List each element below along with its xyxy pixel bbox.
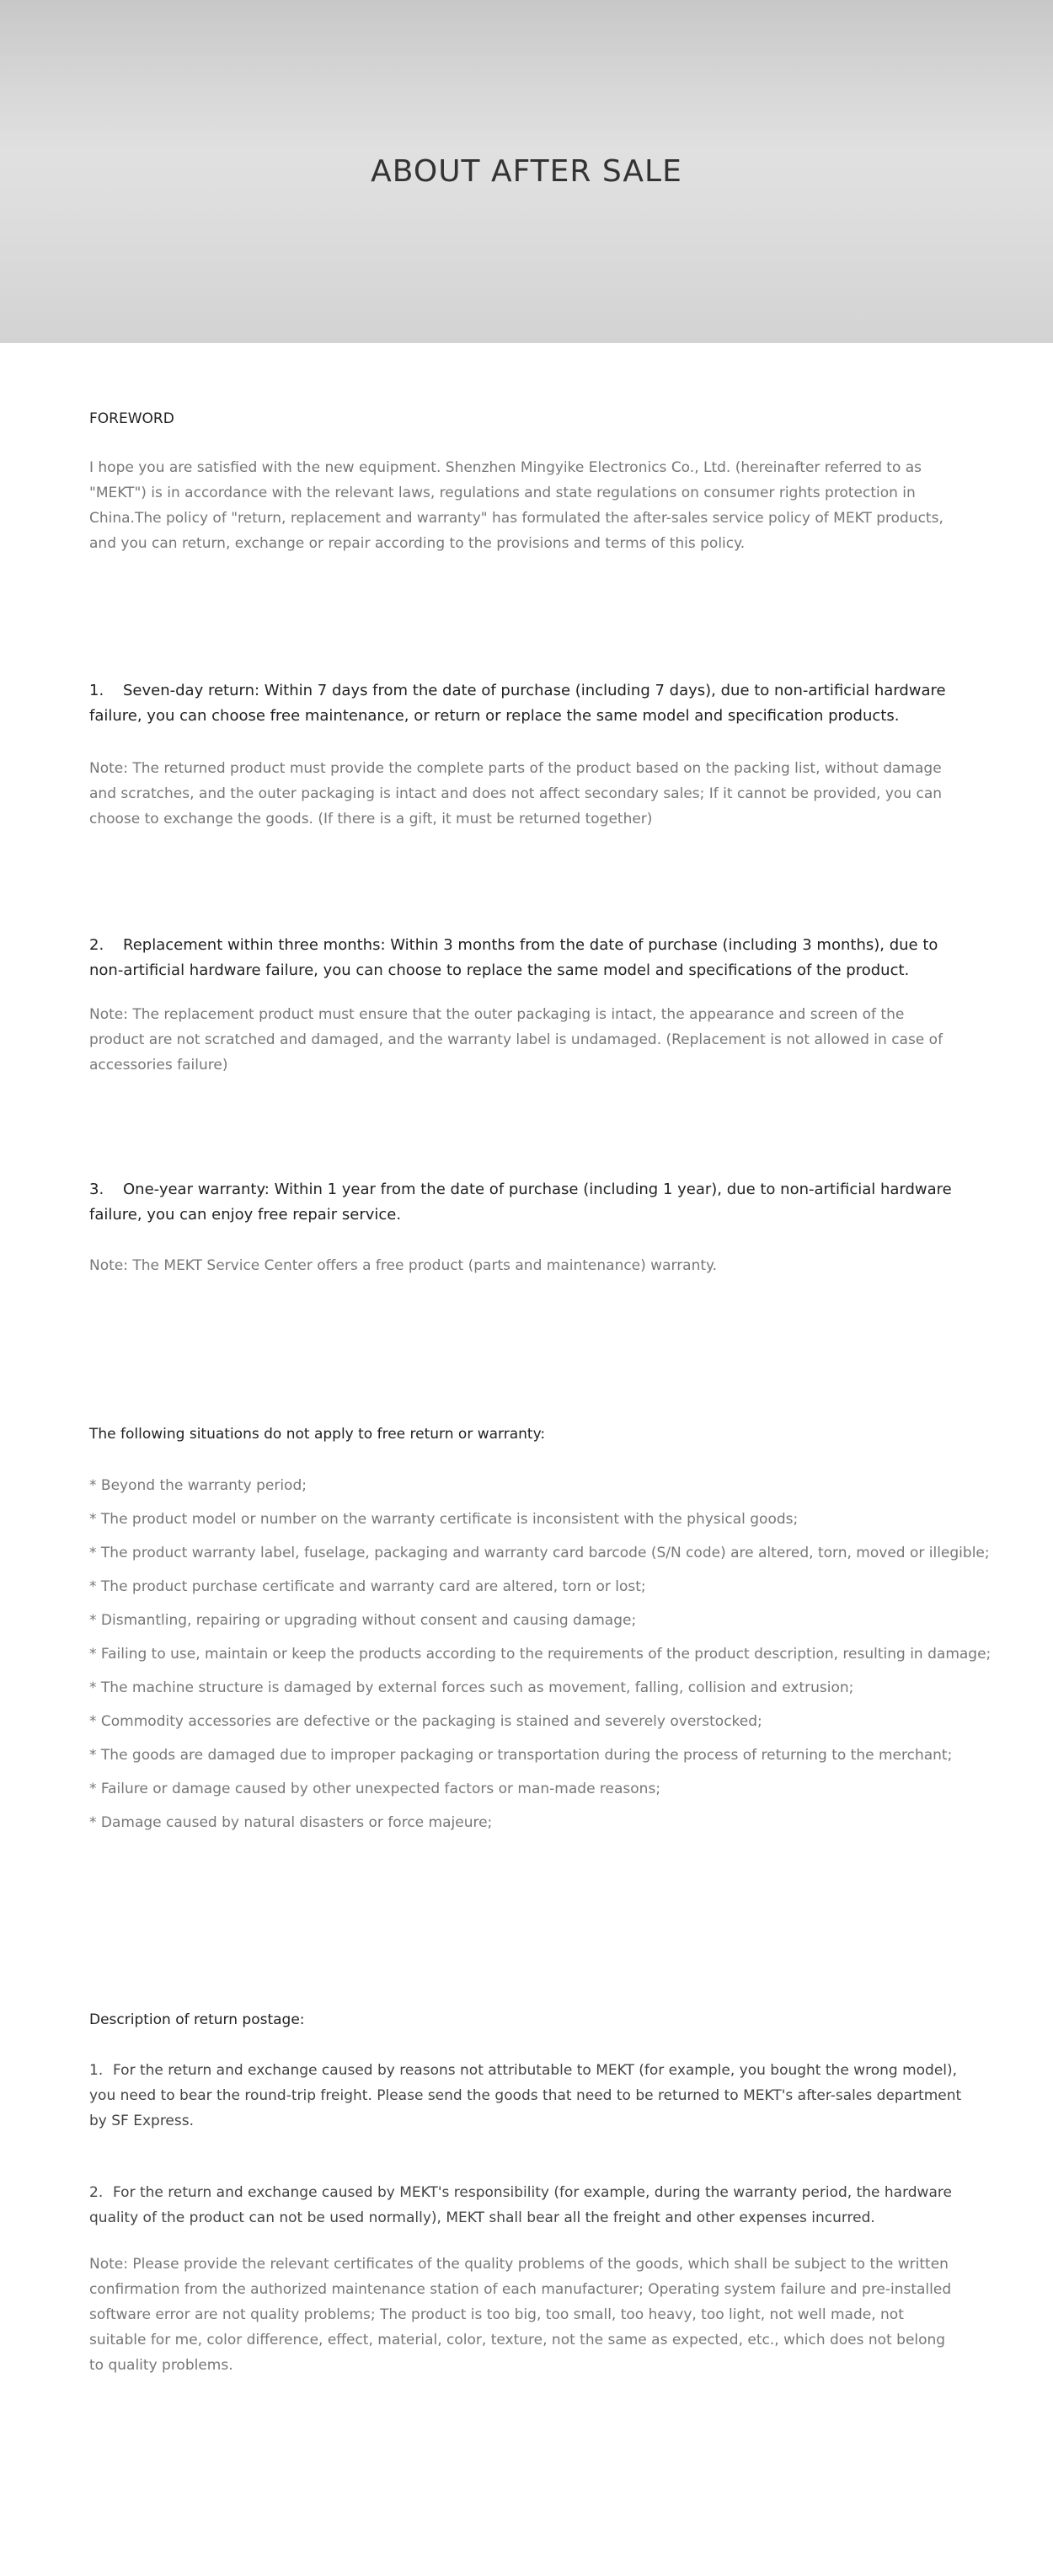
list-item: * The product warranty label, fuselage, packaging and warranty card barcode (S/N code) are altered, torn, moved or illegible;: [89, 1545, 990, 1561]
postage-item-2-body: For the return and exchange caused by MEKT's responsibility (for example, during the warranty period, the hardware quality of the product can not be used normally), MEKT shall bear all the freight and other expenses incurred.: [89, 2184, 952, 2226]
postage-item-1-text: [89, 2058, 962, 2134]
list-item: * Damage caused by natural disasters or force majeure;: [89, 1814, 493, 1831]
policy-2-title: [89, 933, 962, 983]
policy-1-title: [89, 678, 962, 729]
policy-2-note-block: [89, 1002, 962, 1078]
policy-3: [89, 1177, 962, 1228]
postage-item-1-body: For the return and exchange caused by reasons not attributable to MEKT (for example, you bought the wrong model), you need to bear the round-trip freight. Please send the goods that need to be returned to MEKT's after-sales department by SF Express.: [89, 2062, 962, 2129]
policy-1-title-text: Seven-day return: Within 7 days from the date of purchase (including 7 days), due to non-artificial hardware failure, you can choose free maintenance, or return or replace the same model and specification products.: [89, 682, 946, 725]
exclusions-heading: The following situations do not apply to free return or warranty:: [89, 1426, 546, 1443]
policy-2-number: 2.: [89, 936, 104, 954]
policy-1: [89, 678, 962, 729]
list-item: * The machine structure is damaged by external forces such as movement, falling, collision and extrusion;: [89, 1679, 854, 1696]
list-item: * Failure or damage caused by other unexpected factors or man-made reasons;: [89, 1781, 661, 1797]
list-item: * The product model or number on the warranty certificate is inconsistent with the physical goods;: [89, 1511, 799, 1528]
hero-banner: [0, 0, 1053, 343]
postage-section: [89, 2007, 962, 2032]
list-item: * Failing to use, maintain or keep the products according to the requirements of the product description, resulting in damage;: [89, 1646, 992, 1663]
policy-3-note: Note: The MEKT Service Center offers a free product (parts and maintenance) warranty.: [89, 1257, 718, 1274]
postage-item-1: [89, 2058, 962, 2134]
policy-2: [89, 933, 962, 983]
postage-item-2: [89, 2180, 962, 2231]
exclusions-section: [89, 1422, 962, 1447]
policy-1-note: Note: The returned product must provide the complete parts of the product based on the packing list, without damage and scratches, and the outer packaging is intact and does not affect secondary sales; If it cannot be provided, you can choose to exchange the goods. (If there is a gift, it must be returned together): [89, 760, 943, 827]
foreword-heading: FOREWORD: [89, 410, 174, 427]
postage-note: Note: Please provide the relevant certificates of the quality problems of the goods, which shall be subject to the written confirmation from the authorized maintenance station of each manufacturer; Operating system failure and pre-installed software error are not quality problems; The product is too big, too small, too heavy, too light, not well made, not suitable for me, color difference, effect, material, color, texture, not the same as expected, etc., which does not belong to quality problems.: [89, 2256, 952, 2374]
postage-item-2-number: 2.: [89, 2184, 104, 2201]
policy-1-note-block: [89, 756, 962, 832]
list-item: * Commodity accessories are defective or the packaging is stained and severely overstocked;: [89, 1713, 762, 1730]
list-item: * Dismantling, repairing or upgrading without consent and causing damage;: [89, 1612, 637, 1629]
postage-item-2-text: [89, 2180, 962, 2231]
postage-note-block: [89, 2252, 962, 2378]
policy-2-title-text: Replacement within three months: Within 3 months from the date of purchase (including 3 months), due to non-artificial hardware failure, you can choose to replace the same model and specifications of the product.: [89, 936, 938, 979]
exclusions-list: [89, 1469, 992, 1840]
foreword-text: I hope you are satisfied with the new equipment. Shenzhen Mingyike Electronics Co., Ltd. (hereinafter referred to as "MEKT") is in accordance with the relevant laws, regulations and state regulations on consumer rights protection in China.The policy of "return, replacement and warranty" has formulated the after-sales service policy of MEKT products, and you can return, exchange or repair according to the provisions and terms of this policy.: [89, 459, 943, 552]
postage-item-1-number: 1.: [89, 2062, 104, 2079]
foreword-text-block: [89, 455, 962, 556]
list-item: * Beyond the warranty period;: [89, 1477, 307, 1494]
policy-3-number: 3.: [89, 1181, 104, 1198]
policy-3-note-block: [89, 1253, 962, 1278]
list-item: * The goods are damaged due to improper packaging or transportation during the process of returning to the merchant;: [89, 1747, 953, 1764]
list-item: * The product purchase certificate and warranty card are altered, torn or lost;: [89, 1578, 646, 1595]
foreword-section: [89, 406, 962, 431]
page-title: ABOUT AFTER SALE: [371, 154, 682, 189]
policy-2-note: Note: The replacement product must ensure that the outer packaging is intact, the appearance and screen of the product are not scratched and damaged, and the warranty label is undamaged. (Replacement is not allowed in case of accessories failure): [89, 1006, 943, 1074]
policy-3-title-text: One-year warranty: Within 1 year from the date of purchase (including 1 year), due to non-artificial hardware failure, you can enjoy free repair service.: [89, 1181, 952, 1224]
postage-heading: Description of return postage:: [89, 2011, 305, 2028]
policy-3-title: [89, 1177, 962, 1228]
policy-1-number: 1.: [89, 682, 104, 699]
